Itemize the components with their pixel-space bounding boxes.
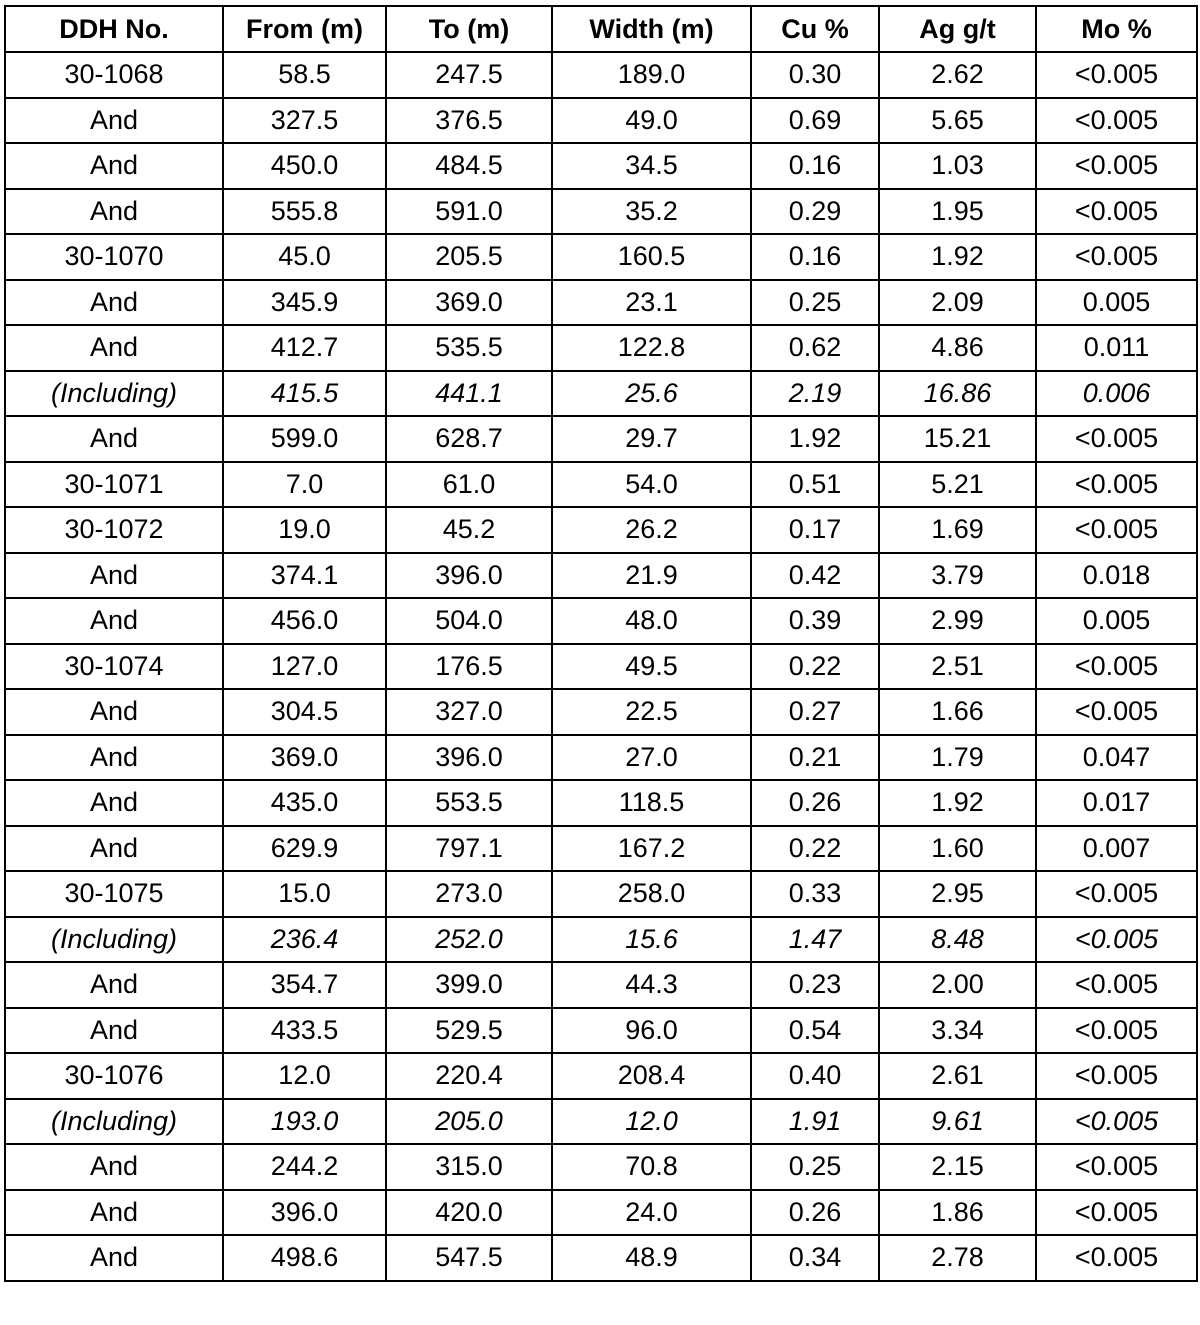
cell-mo: <0.005 [1036, 52, 1197, 98]
cell-mo: <0.005 [1036, 962, 1197, 1008]
cell-ddh-no: And [5, 1008, 223, 1054]
cell-to: 176.5 [386, 644, 552, 690]
table-row [5, 462, 1197, 508]
cell-from: 7.0 [223, 462, 386, 508]
cell-mo: <0.005 [1036, 689, 1197, 735]
cell-ag: 1.79 [879, 735, 1036, 781]
cell-cu: 0.16 [751, 234, 879, 280]
table-row [5, 189, 1197, 235]
cell-ddh-no: And [5, 189, 223, 235]
header-width: Width (m) [552, 6, 751, 52]
cell-cu: 0.27 [751, 689, 879, 735]
cell-from: 412.7 [223, 325, 386, 371]
cell-cu: 0.29 [751, 189, 879, 235]
cell-width: 70.8 [552, 1144, 751, 1190]
cell-to: 61.0 [386, 462, 552, 508]
cell-from: 327.5 [223, 98, 386, 144]
drill-results-table [4, 5, 1198, 1282]
cell-width: 118.5 [552, 780, 751, 826]
cell-from: 369.0 [223, 735, 386, 781]
cell-width: 49.5 [552, 644, 751, 690]
cell-width: 258.0 [552, 871, 751, 917]
cell-to: 420.0 [386, 1190, 552, 1236]
cell-ag: 1.95 [879, 189, 1036, 235]
cell-to: 396.0 [386, 553, 552, 599]
cell-ag: 1.60 [879, 826, 1036, 872]
cell-width: 29.7 [552, 416, 751, 462]
cell-cu: 0.17 [751, 507, 879, 553]
cell-to: 797.1 [386, 826, 552, 872]
cell-ag: 8.48 [879, 917, 1036, 963]
cell-width: 21.9 [552, 553, 751, 599]
header-ddh-no: DDH No. [5, 6, 223, 52]
cell-mo: <0.005 [1036, 1144, 1197, 1190]
cell-from: 498.6 [223, 1235, 386, 1281]
cell-from: 304.5 [223, 689, 386, 735]
table-header-row [5, 6, 1197, 52]
cell-ddh-no: 30-1074 [5, 644, 223, 690]
cell-from: 396.0 [223, 1190, 386, 1236]
cell-width: 34.5 [552, 143, 751, 189]
cell-to: 628.7 [386, 416, 552, 462]
cell-ddh-no: 30-1068 [5, 52, 223, 98]
cell-cu: 0.22 [751, 826, 879, 872]
cell-ddh-no: And [5, 689, 223, 735]
cell-ag: 2.99 [879, 598, 1036, 644]
cell-width: 27.0 [552, 735, 751, 781]
table-row [5, 280, 1197, 326]
cell-cu: 0.42 [751, 553, 879, 599]
cell-from: 127.0 [223, 644, 386, 690]
table-row [5, 1053, 1197, 1099]
cell-from: 15.0 [223, 871, 386, 917]
cell-to: 247.5 [386, 52, 552, 98]
table-row [5, 1008, 1197, 1054]
cell-cu: 0.25 [751, 1144, 879, 1190]
cell-to: 252.0 [386, 917, 552, 963]
header-mo: Mo % [1036, 6, 1197, 52]
table-body [5, 52, 1197, 1281]
cell-to: 376.5 [386, 98, 552, 144]
cell-mo: 0.017 [1036, 780, 1197, 826]
cell-mo: 0.007 [1036, 826, 1197, 872]
cell-mo: <0.005 [1036, 871, 1197, 917]
cell-mo: <0.005 [1036, 644, 1197, 690]
cell-ag: 2.61 [879, 1053, 1036, 1099]
cell-ddh-no: (Including) [5, 1099, 223, 1145]
cell-cu: 0.22 [751, 644, 879, 690]
cell-to: 315.0 [386, 1144, 552, 1190]
cell-ddh-no: And [5, 1190, 223, 1236]
header-ag: Ag g/t [879, 6, 1036, 52]
cell-width: 35.2 [552, 189, 751, 235]
cell-mo: 0.011 [1036, 325, 1197, 371]
cell-ddh-no: (Including) [5, 371, 223, 417]
cell-ag: 1.03 [879, 143, 1036, 189]
cell-from: 415.5 [223, 371, 386, 417]
cell-ag: 2.51 [879, 644, 1036, 690]
cell-from: 244.2 [223, 1144, 386, 1190]
cell-from: 456.0 [223, 598, 386, 644]
cell-from: 19.0 [223, 507, 386, 553]
cell-ag: 2.62 [879, 52, 1036, 98]
table-row [5, 1099, 1197, 1145]
table-row [5, 416, 1197, 462]
table-row [5, 143, 1197, 189]
cell-cu: 0.26 [751, 1190, 879, 1236]
cell-to: 535.5 [386, 325, 552, 371]
cell-ag: 2.00 [879, 962, 1036, 1008]
cell-mo: <0.005 [1036, 917, 1197, 963]
cell-mo: <0.005 [1036, 98, 1197, 144]
cell-width: 44.3 [552, 962, 751, 1008]
cell-to: 591.0 [386, 189, 552, 235]
cell-cu: 0.51 [751, 462, 879, 508]
cell-ddh-no: And [5, 553, 223, 599]
table-row [5, 962, 1197, 1008]
cell-width: 48.0 [552, 598, 751, 644]
cell-width: 189.0 [552, 52, 751, 98]
cell-mo: 0.018 [1036, 553, 1197, 599]
cell-to: 547.5 [386, 1235, 552, 1281]
table-row [5, 52, 1197, 98]
cell-ddh-no: 30-1070 [5, 234, 223, 280]
cell-from: 345.9 [223, 280, 386, 326]
cell-from: 555.8 [223, 189, 386, 235]
cell-cu: 0.40 [751, 1053, 879, 1099]
table-row [5, 1235, 1197, 1281]
cell-mo: <0.005 [1036, 507, 1197, 553]
cell-cu: 1.92 [751, 416, 879, 462]
cell-width: 54.0 [552, 462, 751, 508]
cell-width: 96.0 [552, 1008, 751, 1054]
cell-to: 399.0 [386, 962, 552, 1008]
cell-mo: <0.005 [1036, 1235, 1197, 1281]
table-row [5, 234, 1197, 280]
table-row [5, 644, 1197, 690]
table-row [5, 780, 1197, 826]
cell-cu: 0.34 [751, 1235, 879, 1281]
cell-ag: 2.78 [879, 1235, 1036, 1281]
cell-mo: 0.006 [1036, 371, 1197, 417]
cell-mo: 0.005 [1036, 280, 1197, 326]
table-row [5, 871, 1197, 917]
cell-to: 220.4 [386, 1053, 552, 1099]
cell-ddh-no: And [5, 780, 223, 826]
cell-width: 208.4 [552, 1053, 751, 1099]
header-from: From (m) [223, 6, 386, 52]
cell-cu: 0.16 [751, 143, 879, 189]
table-row [5, 917, 1197, 963]
cell-ddh-no: And [5, 98, 223, 144]
cell-mo: 0.047 [1036, 735, 1197, 781]
cell-ddh-no: And [5, 325, 223, 371]
table-row [5, 598, 1197, 644]
cell-ddh-no: 30-1076 [5, 1053, 223, 1099]
table-row [5, 98, 1197, 144]
cell-ag: 1.92 [879, 780, 1036, 826]
table-row [5, 1144, 1197, 1190]
cell-ag: 16.86 [879, 371, 1036, 417]
table-row [5, 325, 1197, 371]
cell-to: 553.5 [386, 780, 552, 826]
cell-ddh-no: And [5, 1144, 223, 1190]
cell-ag: 1.69 [879, 507, 1036, 553]
table-row [5, 735, 1197, 781]
cell-from: 58.5 [223, 52, 386, 98]
cell-from: 12.0 [223, 1053, 386, 1099]
cell-to: 205.0 [386, 1099, 552, 1145]
cell-cu: 0.26 [751, 780, 879, 826]
cell-mo: <0.005 [1036, 1008, 1197, 1054]
cell-from: 629.9 [223, 826, 386, 872]
cell-width: 24.0 [552, 1190, 751, 1236]
cell-mo: <0.005 [1036, 1190, 1197, 1236]
cell-ddh-no: And [5, 735, 223, 781]
table-row [5, 553, 1197, 599]
cell-to: 504.0 [386, 598, 552, 644]
cell-ag: 2.09 [879, 280, 1036, 326]
cell-from: 236.4 [223, 917, 386, 963]
cell-to: 327.0 [386, 689, 552, 735]
cell-cu: 0.23 [751, 962, 879, 1008]
cell-mo: <0.005 [1036, 462, 1197, 508]
cell-ag: 1.92 [879, 234, 1036, 280]
cell-ag: 2.15 [879, 1144, 1036, 1190]
cell-ddh-no: And [5, 962, 223, 1008]
cell-width: 25.6 [552, 371, 751, 417]
cell-ddh-no: 30-1075 [5, 871, 223, 917]
cell-to: 529.5 [386, 1008, 552, 1054]
cell-ag: 3.79 [879, 553, 1036, 599]
table-row [5, 1190, 1197, 1236]
cell-to: 484.5 [386, 143, 552, 189]
cell-cu: 1.47 [751, 917, 879, 963]
cell-width: 22.5 [552, 689, 751, 735]
cell-ag: 1.66 [879, 689, 1036, 735]
cell-mo: <0.005 [1036, 1099, 1197, 1145]
cell-cu: 1.91 [751, 1099, 879, 1145]
cell-ag: 9.61 [879, 1099, 1036, 1145]
cell-to: 441.1 [386, 371, 552, 417]
cell-mo: <0.005 [1036, 1053, 1197, 1099]
cell-width: 49.0 [552, 98, 751, 144]
cell-cu: 0.69 [751, 98, 879, 144]
cell-cu: 0.54 [751, 1008, 879, 1054]
cell-to: 45.2 [386, 507, 552, 553]
cell-ag: 3.34 [879, 1008, 1036, 1054]
cell-ag: 5.65 [879, 98, 1036, 144]
table-row [5, 689, 1197, 735]
cell-ag: 2.95 [879, 871, 1036, 917]
cell-mo: <0.005 [1036, 416, 1197, 462]
cell-ag: 15.21 [879, 416, 1036, 462]
cell-mo: <0.005 [1036, 143, 1197, 189]
cell-cu: 0.25 [751, 280, 879, 326]
cell-cu: 0.39 [751, 598, 879, 644]
cell-ag: 1.86 [879, 1190, 1036, 1236]
cell-ag: 5.21 [879, 462, 1036, 508]
cell-mo: <0.005 [1036, 234, 1197, 280]
cell-ddh-no: And [5, 416, 223, 462]
cell-cu: 0.21 [751, 735, 879, 781]
cell-from: 599.0 [223, 416, 386, 462]
cell-ddh-no: (Including) [5, 917, 223, 963]
cell-cu: 0.30 [751, 52, 879, 98]
cell-width: 23.1 [552, 280, 751, 326]
cell-mo: 0.005 [1036, 598, 1197, 644]
cell-from: 354.7 [223, 962, 386, 1008]
cell-ddh-no: And [5, 143, 223, 189]
cell-ddh-no: And [5, 1235, 223, 1281]
cell-mo: <0.005 [1036, 189, 1197, 235]
cell-ag: 4.86 [879, 325, 1036, 371]
cell-width: 26.2 [552, 507, 751, 553]
cell-width: 12.0 [552, 1099, 751, 1145]
cell-to: 273.0 [386, 871, 552, 917]
cell-to: 396.0 [386, 735, 552, 781]
header-to: To (m) [386, 6, 552, 52]
cell-from: 45.0 [223, 234, 386, 280]
cell-ddh-no: And [5, 826, 223, 872]
cell-to: 369.0 [386, 280, 552, 326]
cell-cu: 2.19 [751, 371, 879, 417]
cell-width: 15.6 [552, 917, 751, 963]
cell-cu: 0.33 [751, 871, 879, 917]
cell-width: 160.5 [552, 234, 751, 280]
cell-cu: 0.62 [751, 325, 879, 371]
cell-ddh-no: 30-1072 [5, 507, 223, 553]
table-row [5, 507, 1197, 553]
table-row [5, 826, 1197, 872]
cell-ddh-no: 30-1071 [5, 462, 223, 508]
cell-width: 122.8 [552, 325, 751, 371]
cell-width: 48.9 [552, 1235, 751, 1281]
cell-ddh-no: And [5, 280, 223, 326]
header-cu: Cu % [751, 6, 879, 52]
cell-from: 433.5 [223, 1008, 386, 1054]
cell-from: 450.0 [223, 143, 386, 189]
cell-to: 205.5 [386, 234, 552, 280]
cell-from: 193.0 [223, 1099, 386, 1145]
cell-from: 374.1 [223, 553, 386, 599]
cell-ddh-no: And [5, 598, 223, 644]
cell-from: 435.0 [223, 780, 386, 826]
cell-width: 167.2 [552, 826, 751, 872]
table-row [5, 371, 1197, 417]
